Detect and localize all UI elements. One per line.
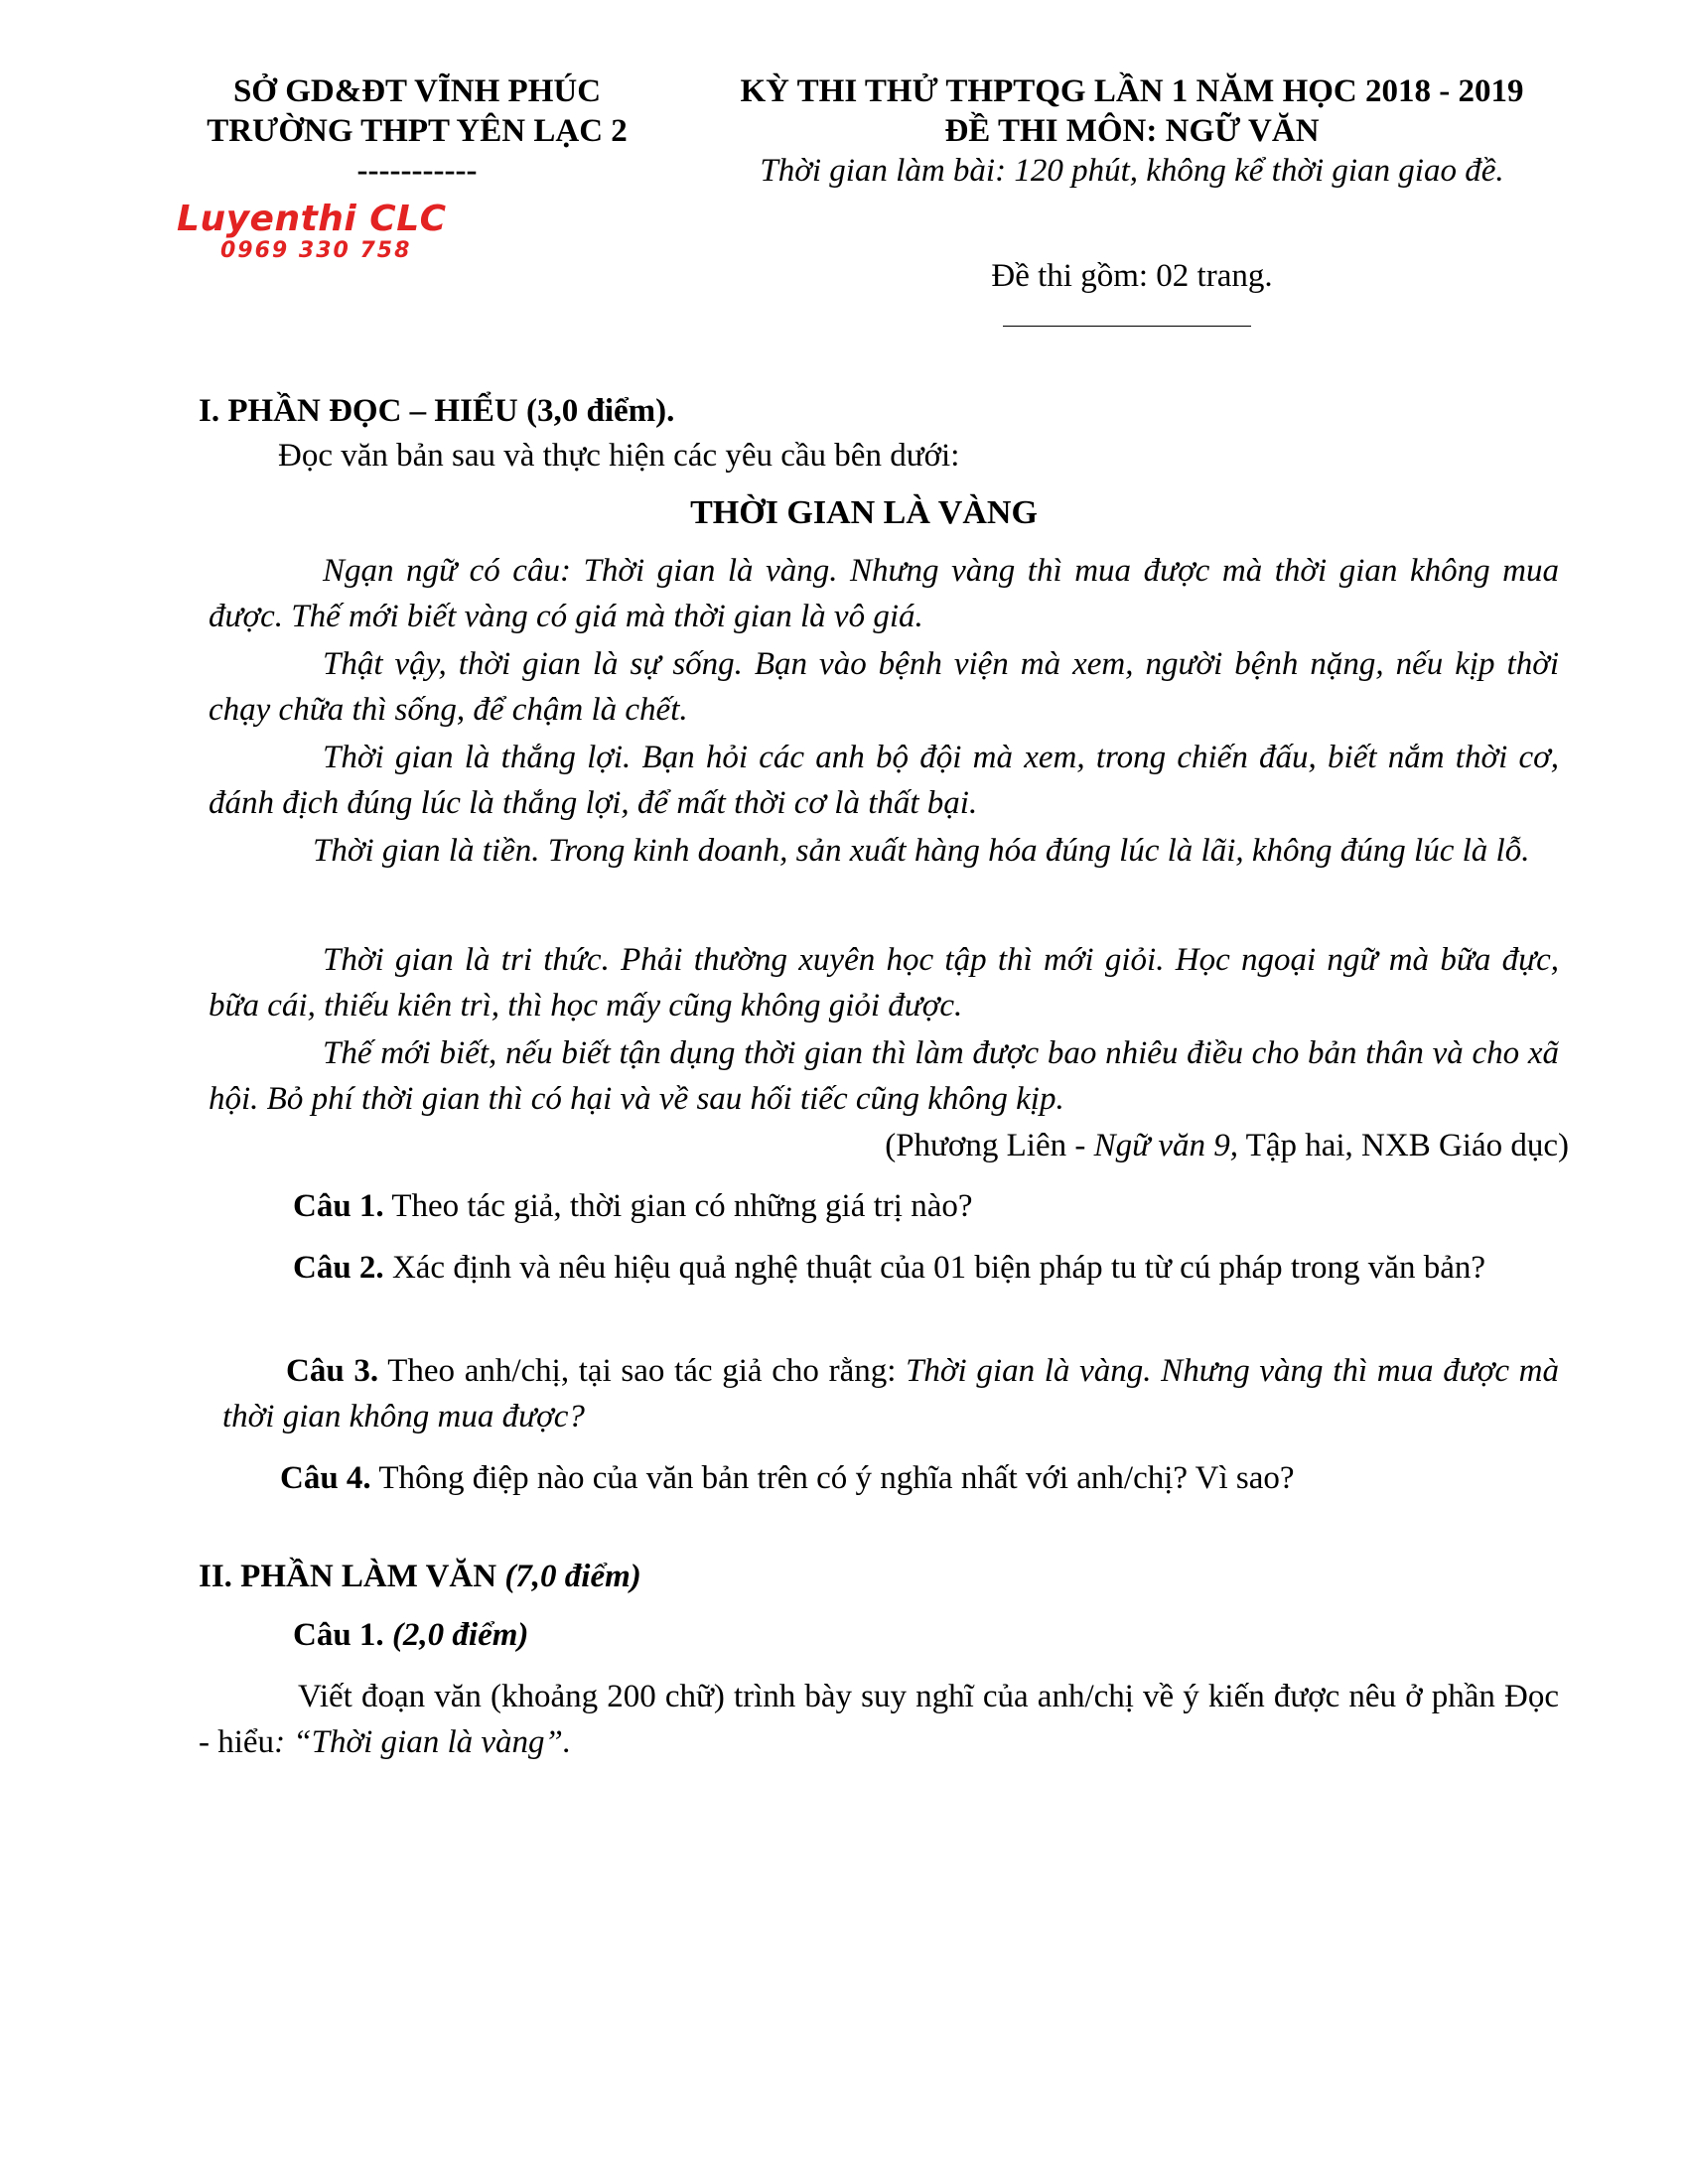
passage-paragraph-6: Thế mới biết, nếu biết tận dụng thời gian thì làm được bao nhiêu điều cho bản thân và cho xã hội. Bỏ phí thời gian thì có hại và về sau hối tiếc cũng không kịp. (209, 1035, 1559, 1117)
question-text: Theo anh/chị, tại sao tác giả cho rằng: (378, 1353, 907, 1389)
source-publisher: Tập hai, NXB Giáo dục) (1238, 1128, 1569, 1163)
school-name: TRƯỜNG THPT YÊN LẠC 2 (207, 113, 628, 149)
question-text: Xác định và nêu hiệu quả nghệ thuật của 01 biện pháp tu từ cú pháp trong văn bản? (383, 1250, 1485, 1286)
part2-points: (7,0 điểm) (504, 1559, 641, 1594)
essay-question-1-prompt (199, 1674, 1559, 1765)
passage-paragraph-2: Thật vậy, thời gian là sự sống. Bạn vào bệnh viện mà xem, người bệnh nặng, nếu kịp thời chạy chữa thì sống, để chậm là chết. (209, 646, 1559, 728)
question-1 (293, 1183, 1663, 1229)
question-label: Câu 4. (280, 1460, 371, 1496)
logo-phone: 0969 330 758 (220, 238, 412, 263)
question-label: Câu 2. (293, 1250, 384, 1286)
part2-heading-text: II. PHẦN LÀM VĂN (199, 1559, 505, 1594)
header-dashes: ----------- (356, 153, 478, 189)
exam-subject: ĐỀ THI MÔN: NGỮ VĂN (944, 113, 1320, 149)
passage-paragraph-3: Thời gian là thắng lợi. Bạn hỏi các anh bộ đội mà xem, trong chiến đấu, biết nắm thời cơ, đánh địch đúng lúc là thắng lợi, để mất thời cơ là thất bại. (209, 740, 1559, 821)
passage-paragraph-1: Ngạn ngữ có câu: Thời gian là vàng. Nhưng vàng thì mua được mà thời gian không mua được. Thế mới biết vàng có giá mà thời gian là vô giá. (209, 553, 1559, 634)
school-header (169, 71, 665, 191)
part1-instruction: Đọc văn bản sau và thực hiện các yêu cầu bên dưới: (278, 438, 960, 474)
source-book: Ngữ văn 9, (1093, 1128, 1239, 1163)
essay-prompt-quote: : “Thời gian là vàng”. (274, 1724, 572, 1760)
question-3 (222, 1348, 1559, 1439)
part1-heading: I. PHẦN ĐỌC – HIỂU (3,0 điểm). (199, 393, 675, 429)
pages-note: Đề thi gồm: 02 trang. (991, 258, 1273, 294)
passage-paragraph-5: Thời gian là tri thức. Phải thường xuyên học tập thì mới giỏi. Học ngoại ngữ mà bữa đực, bữa cái, thiếu kiên trì, thì học mấy cũng không giỏi được. (209, 942, 1559, 1024)
luyenthi-logo (177, 199, 494, 266)
essay-question-label: Câu 1. (293, 1617, 384, 1653)
question-2 (199, 1245, 1559, 1291)
logo-text: Luyenthi CLC (177, 199, 447, 239)
exam-header (685, 71, 1579, 191)
question-quote: Thời gian là vàng. Nhưng vàng thì mua được mà thời gian không mua được? (222, 1353, 1560, 1434)
part2-heading (199, 1559, 641, 1595)
passage-title: THỜI GIAN LÀ VÀNG (690, 494, 1038, 531)
question-text: Theo tác giả, thời gian có những giá trị nào? (383, 1188, 973, 1224)
question-label: Câu 3. (286, 1353, 379, 1389)
essay-prompt-text: Viết đoạn văn (khoảng 200 chữ) trình bày suy nghĩ của anh/chị về ý kiến được nêu ở phần Đọc - hiểu (199, 1679, 1559, 1760)
source-author: (Phương Liên - (885, 1128, 1094, 1163)
department-name: SỞ GD&ĐT VĨNH PHÚC (232, 73, 602, 109)
passage-source (885, 1128, 1569, 1164)
question-4 (280, 1455, 1650, 1501)
essay-question-points: (2,0 điểm) (383, 1617, 529, 1653)
exam-time: Thời gian làm bài: 120 phút, không kể thời gian giao đề. (760, 153, 1504, 189)
question-text: Thông điệp nào của văn bản trên có ý nghĩa nhất với anh/chị? Vì sao? (370, 1460, 1295, 1496)
exam-title: KỲ THI THỬ THPTQG LẦN 1 NĂM HỌC 2018 - 2019 (740, 73, 1524, 109)
header-divider (1003, 326, 1251, 327)
essay-question-1 (293, 1612, 1663, 1658)
question-label: Câu 1. (293, 1188, 384, 1224)
passage-paragraph-4: Thời gian là tiền. Trong kinh doanh, sản xuất hàng hóa đúng lúc là lãi, không đúng lúc là lỗ. (313, 833, 1530, 869)
